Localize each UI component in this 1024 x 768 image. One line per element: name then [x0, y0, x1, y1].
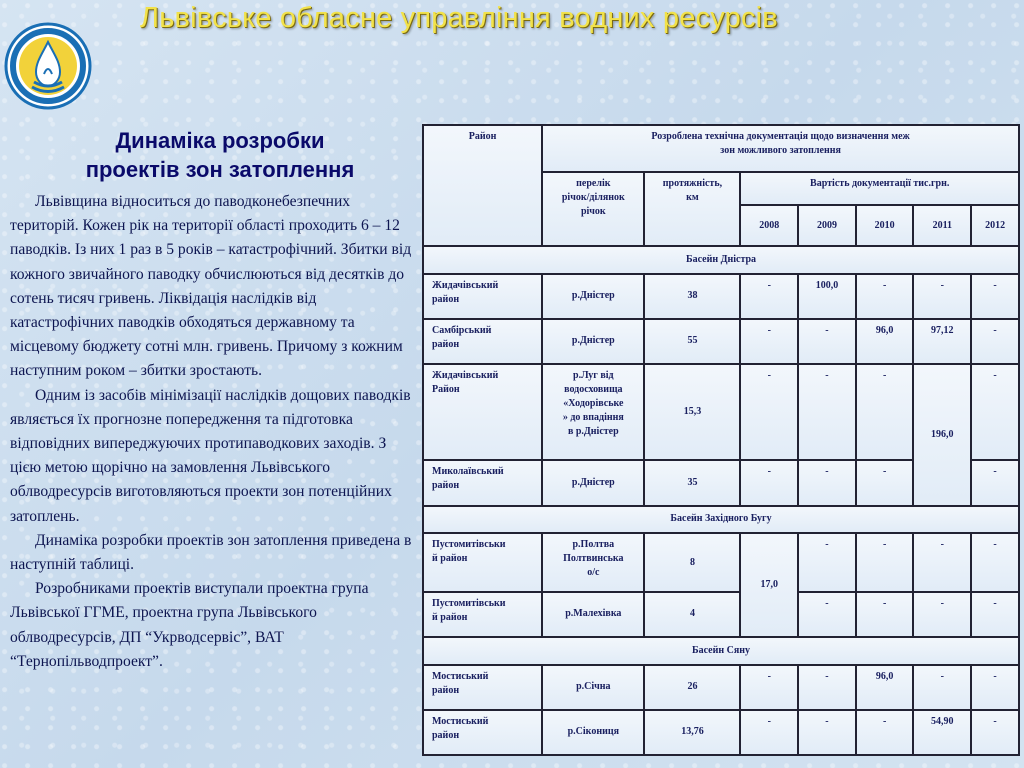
header-rivers-line-3: річок	[580, 206, 606, 218]
length-cell: 55	[645, 320, 739, 363]
table-row	[424, 320, 1018, 363]
cost-2011-cell: 97,12	[914, 320, 970, 363]
cost-2012-cell: -	[972, 461, 1018, 504]
district-line-2: район	[432, 338, 460, 350]
cost-2011-cell: -	[914, 275, 970, 318]
cost-2010-cell: 96,0	[857, 320, 913, 363]
river-line-2: Полтвинська	[563, 553, 624, 565]
cost-2012-cell: -	[972, 711, 1018, 754]
flood-zones-table	[422, 124, 1020, 756]
district-cell	[424, 275, 541, 318]
water-drop-emblem-icon	[4, 22, 92, 110]
river-line-4: » до впадіння	[562, 411, 624, 423]
header-rivers	[543, 173, 643, 245]
length-cell: 35	[645, 461, 739, 504]
header-year-2012: 2012	[972, 206, 1018, 245]
header-year-2011: 2011	[914, 206, 970, 245]
cost-2008-merged-cell: 17,0	[741, 534, 797, 636]
length-cell: 8	[645, 534, 739, 591]
table-row	[424, 365, 1018, 460]
description-text	[10, 190, 414, 674]
river-line-1: р.Луг від	[573, 369, 614, 381]
river-line-3: о/с	[587, 567, 600, 579]
cost-2008-cell: -	[741, 666, 797, 709]
district-line-1: Миколаївський	[432, 466, 504, 478]
cost-2008-cell: -	[741, 461, 797, 504]
cost-2011-merged-cell: 196,0	[914, 365, 970, 505]
river-cell: р.Січна	[543, 666, 643, 709]
cost-2009-cell: -	[799, 365, 855, 460]
header-length-line-1: протяжність,	[662, 178, 723, 190]
district-line-1: Жидачівський	[432, 369, 499, 381]
district-cell	[424, 711, 541, 754]
paragraph-3: Динаміка розробки проектів зон затоплення приведена в наступній таблиці.	[10, 531, 412, 574]
basin-header-dnister: Басейн Дністра	[424, 247, 1018, 273]
river-line-3: «Ходорівське	[563, 397, 624, 409]
table-row	[424, 593, 1018, 636]
cost-2011-cell: -	[914, 534, 970, 591]
cost-2012-cell: -	[972, 320, 1018, 363]
cost-2009-cell: -	[799, 593, 855, 636]
river-cell: р.Малехівка	[543, 593, 643, 636]
header-documentation-line-1: Розроблена технічна документація щодо визначення меж	[651, 131, 910, 142]
table-row	[424, 275, 1018, 318]
district-line-1: Жидачівський	[432, 279, 499, 291]
length-cell: 4	[645, 593, 739, 636]
cost-2010-cell: -	[857, 275, 913, 318]
paragraph-2: Одним із засобів мінімізації наслідків дощових паводків являється їх прогнозне попередження та підготовка відповідних випереджуючих протипаводкових заходів. З цією метою щорічно на замовлення Львівського облводресурсів виготовляються проекти зон потенційних затоплень.	[10, 386, 411, 525]
flood-zones-table-frame	[422, 124, 1020, 756]
river-cell: р.Дністер	[543, 320, 643, 363]
cost-2012-cell: -	[972, 365, 1018, 460]
cost-2008-cell: -	[741, 711, 797, 754]
cost-2009-cell: -	[799, 534, 855, 591]
table-row	[424, 534, 1018, 591]
cost-2012-cell: -	[972, 666, 1018, 709]
header-district: Район	[424, 126, 541, 245]
district-line-2: район	[432, 729, 460, 741]
cost-2012-cell: -	[972, 534, 1018, 591]
header-cost: Вартість документації тис.грн.	[741, 173, 1018, 204]
cost-2010-cell: -	[857, 365, 913, 460]
cost-2008-cell: -	[741, 365, 797, 460]
paragraph-1: Львівщина відноситься до паводконебезпечних територій. Кожен рік на території області проходить 6 – 12 паводків. Із них 1 раз в 5 років – катастрофічний. Збитки від кожного звичайного паводку обчислюються від десятків до сотень тисяч гривень. Ліквідація наслідків від катастрофічних паводків обходяться державному та місцевому бюджету сотні млн. гривень. Причому з кожним наступним роком – збитки зростають.	[10, 193, 412, 380]
river-line-1: р.Полтва	[572, 539, 615, 551]
header-year-2010: 2010	[857, 206, 913, 245]
river-line-2: водосховища	[564, 383, 623, 395]
district-line-1: Пустомитівськи	[432, 597, 506, 609]
district-cell	[424, 365, 541, 460]
district-cell	[424, 666, 541, 709]
header-length-line-2: км	[686, 192, 699, 204]
cost-2009-cell: -	[799, 320, 855, 363]
cost-2009-cell: 100,0	[799, 275, 855, 318]
header-year-2008: 2008	[741, 206, 797, 245]
district-line-2: район	[432, 480, 460, 492]
district-cell	[424, 534, 541, 591]
header-length	[645, 173, 739, 245]
basin-header-western-bug: Басейн Західного Бугу	[424, 507, 1018, 533]
river-cell: р.Сікониця	[543, 711, 643, 754]
cost-2012-cell: -	[972, 593, 1018, 636]
section-title-line-1: Динаміка розробки	[115, 128, 325, 153]
district-line-2: район	[432, 684, 460, 696]
cost-2009-cell: -	[799, 666, 855, 709]
district-cell	[424, 320, 541, 363]
section-title-line-2: проектів зон затоплення	[85, 157, 355, 182]
river-cell: р.Дністер	[543, 275, 643, 318]
cost-2009-cell: -	[799, 711, 855, 754]
basin-header-san: Басейн Сяну	[424, 638, 1018, 664]
river-cell	[543, 534, 643, 591]
page-header-title: Львівське обласне управління водних ресурсів	[140, 2, 778, 34]
cost-2008-cell: -	[741, 320, 797, 363]
cost-2010-cell: -	[857, 534, 913, 591]
river-line-5: в р.Дністер	[567, 425, 619, 437]
district-line-1: Пустомитівськи	[432, 539, 506, 551]
header-rivers-line-1: перелік	[576, 178, 611, 190]
length-cell: 15,3	[645, 365, 739, 460]
cost-2012-cell: -	[972, 275, 1018, 318]
cost-2010-cell: -	[857, 461, 913, 504]
length-cell: 13,76	[645, 711, 739, 754]
header-year-2009: 2009	[799, 206, 855, 245]
district-line-2: й район	[432, 553, 468, 565]
district-line-2: Район	[432, 383, 460, 395]
district-cell	[424, 461, 541, 504]
section-title	[30, 126, 410, 184]
length-cell: 38	[645, 275, 739, 318]
header-documentation	[543, 126, 1018, 171]
paragraph-4: Розробниками проектів виступали проектна група Львівської ГГМЕ, проектна група Львівського облводресурсів, ДП “Укрводсервіс”, ВАТ “Тернопільводпроект”.	[10, 580, 369, 670]
table-row	[424, 711, 1018, 754]
cost-2010-cell: 96,0	[857, 666, 913, 709]
cost-2011-cell: -	[914, 593, 970, 636]
cost-2008-cell: -	[741, 275, 797, 318]
district-cell	[424, 593, 541, 636]
header-rivers-line-2: річок/ділянок	[561, 192, 625, 204]
table-row	[424, 666, 1018, 709]
district-line-1: Самбірський	[432, 324, 492, 336]
district-line-2: район	[432, 293, 460, 305]
cost-2010-cell: -	[857, 593, 913, 636]
cost-2010-cell: -	[857, 711, 913, 754]
length-cell: 26	[645, 666, 739, 709]
header-documentation-line-2: зон можливого затоплення	[720, 145, 841, 156]
cost-2011-cell: -	[914, 666, 970, 709]
cost-2009-cell: -	[799, 461, 855, 504]
district-line-1: Мостиський	[432, 670, 489, 682]
river-cell	[543, 365, 643, 460]
district-line-2: й район	[432, 611, 468, 623]
river-cell: р.Дністер	[543, 461, 643, 504]
cost-2011-cell: 54,90	[914, 711, 970, 754]
district-line-1: Мостиський	[432, 715, 489, 727]
